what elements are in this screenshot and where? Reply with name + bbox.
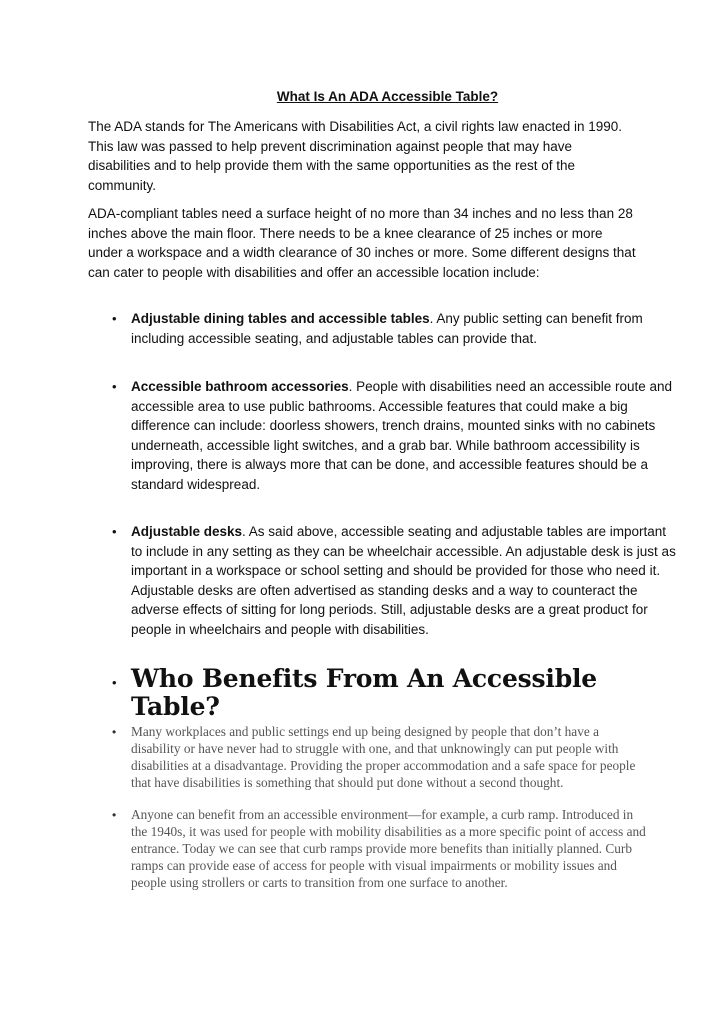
list-item-lead: Adjustable desks xyxy=(131,524,243,539)
section-heading-item xyxy=(88,665,636,721)
benefit-item-text: Anyone can benefit from an accessible environment—for example, a curb ramp. Introduced in the 1940s, it was used for people with mobility disabilities as a more specific point of access and entrance. Today we can see that curb ramps provide more benefits than initially planned. Curb ramps can provide ease of access for people with visual impairments or mobility issues and people using strollers or carts to transition from one surface to another. xyxy=(131,807,646,890)
bullet-marker: • xyxy=(112,675,117,690)
list-item-lead: Accessible bathroom accessories xyxy=(131,379,349,394)
benefit-item-workplaces xyxy=(88,724,648,792)
list-item-content xyxy=(131,522,679,639)
bullet-marker: • xyxy=(112,524,117,539)
bullet-marker: • xyxy=(112,725,117,739)
list-item-text: . People with disabilities need an accessible route and accessible area to use public bathrooms. Accessible features that could make a big difference can include: doorless showers, trench drains, mounted sinks with no cabinets underneath, accessible light switches, and a grab bar. While bathroom accessibility is improving, there is always more that can be done, and accessible features should be a standard widespread. xyxy=(131,379,673,492)
list-item-lead: Adjustable dining tables and accessible tables xyxy=(131,311,430,326)
benefit-item-text: Many workplaces and public settings end up being designed by people that don’t have a disability or have never had to struggle with one, and that unknowingly can put people with disabilities at a disadvantage. Providing the proper accommodation and a safe space for people that have disabilities is something that should put done without a second thought. xyxy=(131,724,636,790)
section-heading: Who Benefits From An Accessible Table? xyxy=(131,664,597,721)
list-item-text: . Any public setting can benefit from including accessible seating, and adjustable tables can provide that. xyxy=(131,311,643,346)
list-item-dining-tables xyxy=(88,309,679,348)
list-item-text: . As said above, accessible seating and adjustable tables are important to include in any setting as they can be wheelchair accessible. An adjustable desk is just as important in a workspace or school setting and should be provided for those who need it. Adjustable desks are often advertised as standing desks and a way to counteract the adverse effects of sitting for long periods. Still, adjustable desks are a great product for people in wheelchairs and people with disabilities. xyxy=(131,524,676,637)
bullet-marker: • xyxy=(112,379,117,394)
bullet-marker: • xyxy=(112,808,117,822)
requirements-paragraph: ADA-compliant tables need a surface height of no more than 34 inches and no less than 28 inches above the main floor. There needs to be a knee clearance of 25 inches or more under a workspace and a width clearance of 30 inches or more. Some different designs that can cater to people with disabilities and offer an accessible location include: xyxy=(88,206,636,280)
list-item-content xyxy=(131,377,679,494)
bullet-marker: • xyxy=(112,311,117,326)
list-item-content xyxy=(131,309,679,348)
list-item-bathroom-accessories xyxy=(88,377,679,494)
intro-paragraph: The ADA stands for The Americans with Disabilities Act, a civil rights law enacted in 1990. This law was passed to help prevent discrimination against people that may have disabilities and to help provide them with the same opportunities as the rest of the community. xyxy=(88,119,623,193)
document-title: What Is An ADA Accessible Table? xyxy=(276,89,499,104)
list-item-adjustable-desks xyxy=(88,522,679,639)
benefit-item-curb-ramp xyxy=(88,807,648,892)
